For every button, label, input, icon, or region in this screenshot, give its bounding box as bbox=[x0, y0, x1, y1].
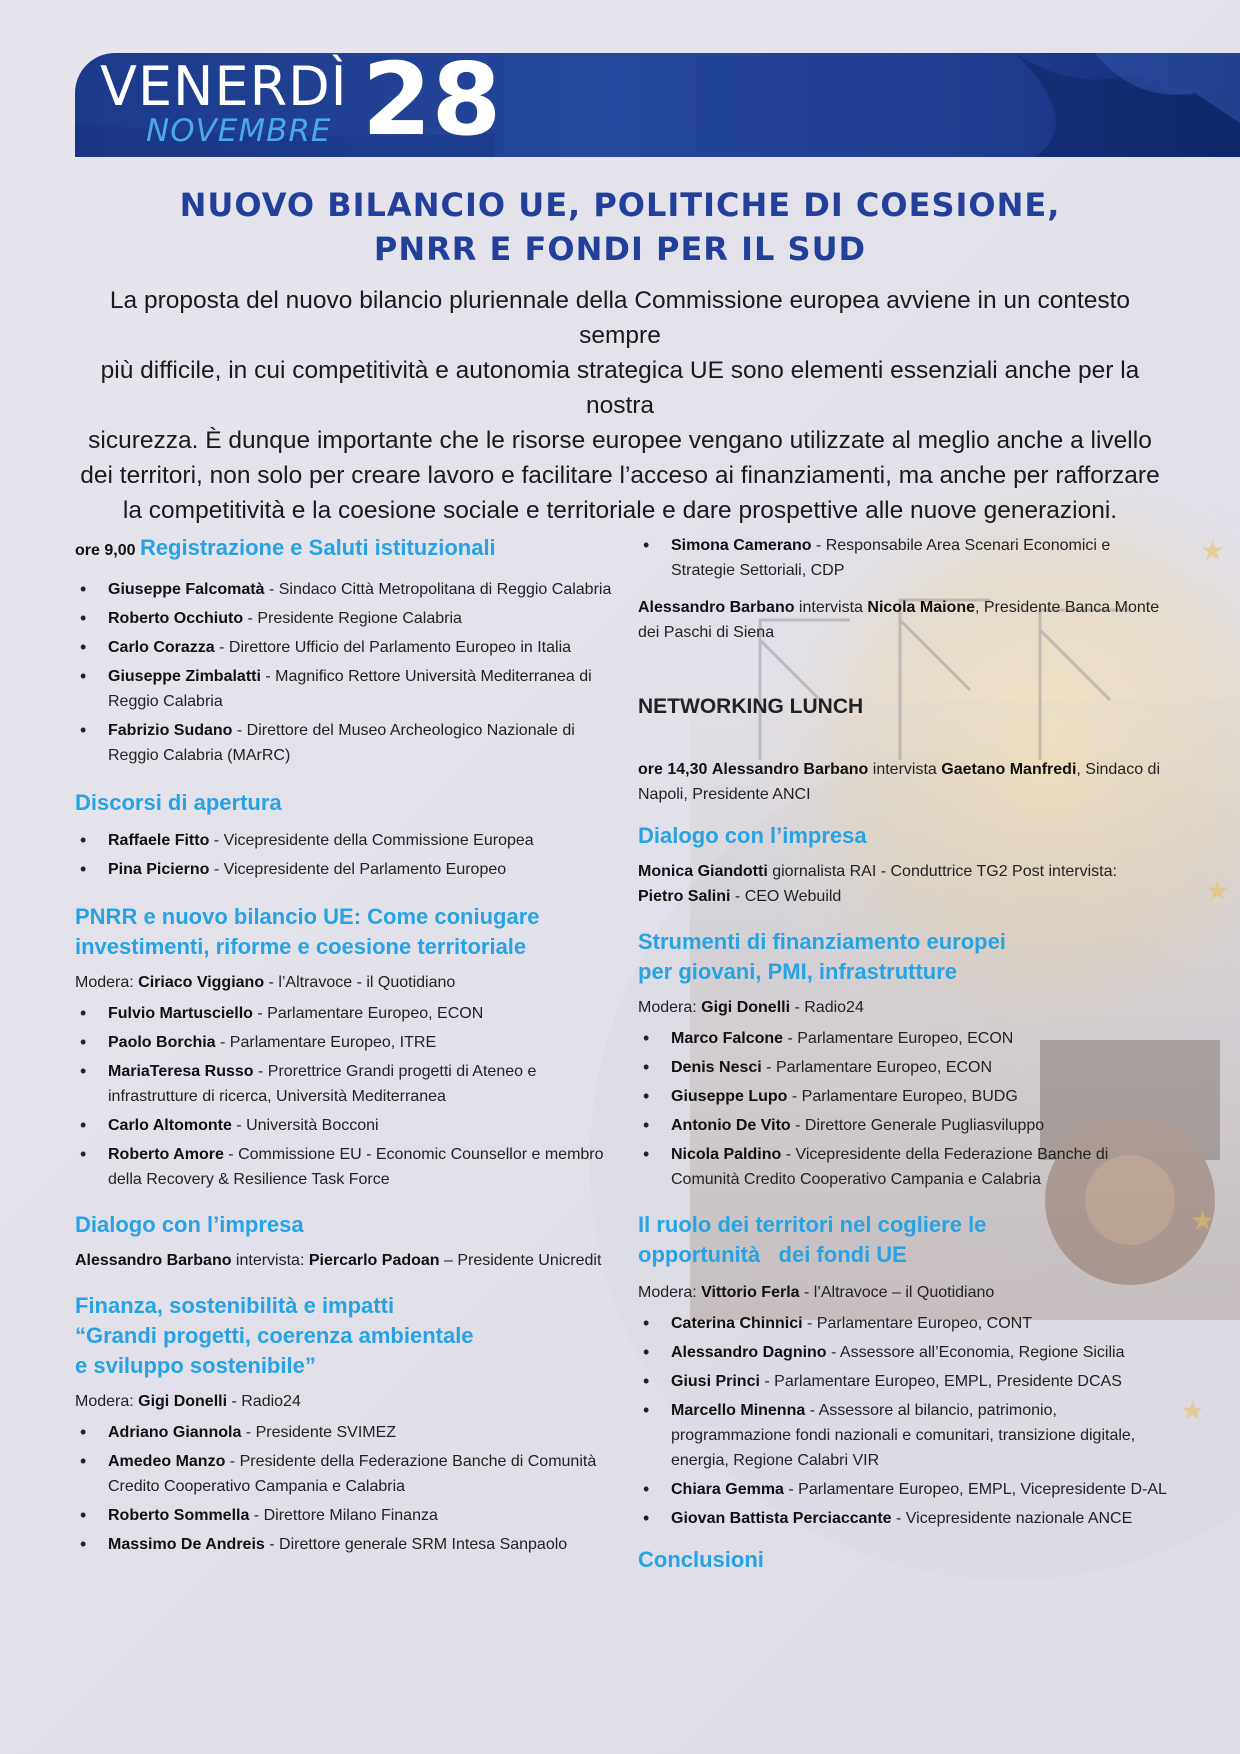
intro-line: la competitività e la coesione sociale e territoriale e dare prospettive alle nuove generazioni. bbox=[122, 497, 1118, 524]
session-heading-line: opportunità dei fondi UE bbox=[638, 1242, 907, 1267]
speaker-list bbox=[638, 533, 1178, 583]
speaker-item: • Carlo Corazza - Direttore Ufficio del Parlamento Europeo in Italia bbox=[75, 635, 615, 660]
session-heading-line: Il ruolo dei territori nel cogliere le bbox=[638, 1212, 987, 1237]
speaker-item: • Marcello Minenna - Assessore al bilancio, patrimonio, programmazione fondi nazionali e comunitari, transizione digitale, energia, Regione Calabri VIR bbox=[638, 1398, 1178, 1473]
speaker-list bbox=[75, 1001, 615, 1192]
session-time: ore 9,00 bbox=[75, 542, 136, 559]
session-heading bbox=[75, 902, 615, 962]
speaker-item: • Raffaele Fitto - Vicepresidente della Commissione Europea bbox=[75, 828, 615, 853]
session-heading-line: e sviluppo sostenibile” bbox=[75, 1353, 316, 1378]
session-heading: Discorsi di apertura bbox=[75, 790, 282, 815]
speaker-item: • Roberto Amore - Commissione EU - Economic Counsellor e membro della Recovery & Resilience Task Force bbox=[75, 1142, 615, 1192]
interview-line: Alessandro Barbano intervista Nicola Maione, Presidente Banca Monte dei Paschi di Siena bbox=[638, 599, 1160, 641]
speaker-item: • Simona Camerano - Responsabile Area Scenari Economici e Strategie Settoriali, CDP bbox=[638, 533, 1178, 583]
session-heading bbox=[638, 927, 1178, 987]
moderator-line: Modera: Gigi Donelli - Radio24 bbox=[75, 1393, 301, 1410]
title-line-1: NUOVO BILANCIO UE, POLITICHE DI COESIONE, bbox=[179, 186, 1061, 224]
speaker-item: • Paolo Borchia - Parlamentare Europeo, ITRE bbox=[75, 1030, 615, 1055]
speaker-item: • Fulvio Martusciello - Parlamentare Europeo, ECON bbox=[75, 1001, 615, 1026]
intro-line: più difficile, in cui competitività e autonomia strategica UE sono elementi essenziali anche per la nostra bbox=[100, 357, 1140, 419]
intro-line: dei territori, non solo per creare lavoro e facilitare l’acceso ai finanziamenti, ma anche per rafforzare bbox=[80, 462, 1160, 489]
speaker-list bbox=[75, 828, 615, 882]
intro-paragraph bbox=[70, 283, 1170, 528]
speaker-item: • Alessandro Dagnino - Assessore all’Economia, Regione Sicilia bbox=[638, 1340, 1178, 1365]
speaker-item: • Antonio De Vito - Direttore Generale Pugliasviluppo bbox=[638, 1113, 1178, 1138]
speaker-item: • Pina Picierno - Vicepresidente del Parlamento Europeo bbox=[75, 857, 615, 882]
speaker-item: • Fabrizio Sudano - Direttore del Museo Archeologico Nazionale di Reggio Calabria (MArRC) bbox=[75, 718, 615, 768]
moderator-line: Modera: Vittorio Ferla - l’Altravoce – il Quotidiano bbox=[638, 1284, 995, 1301]
session-heading-line: Finanza, sostenibilità e impatti bbox=[75, 1293, 395, 1318]
interview-line: Alessandro Barbano intervista: Piercarlo Padoan – Presidente Unicredit bbox=[75, 1252, 602, 1269]
svg-text:★: ★ bbox=[1205, 874, 1231, 907]
session-heading-line: investimenti, riforme e coesione territoriale bbox=[75, 934, 527, 959]
speaker-item: • Chiara Gemma - Parlamentare Europeo, EMPL, Vicepresidente D-AL bbox=[638, 1477, 1178, 1502]
speaker-item: • Giuseppe Falcomatà - Sindaco Città Metropolitana di Reggio Calabria bbox=[75, 577, 615, 602]
speaker-item: • MariaTeresa Russo - Prorettrice Grandi progetti di Ateneo e infrastrutture di ricerca, Università Mediterranea bbox=[75, 1059, 615, 1109]
speaker-item: • Roberto Occhiuto - Presidente Regione Calabria bbox=[75, 606, 615, 631]
speaker-list bbox=[75, 1420, 615, 1557]
speaker-list bbox=[638, 1026, 1178, 1192]
speaker-item: • Giuseppe Lupo - Parlamentare Europeo, BUDG bbox=[638, 1084, 1178, 1109]
session-heading: Dialogo con l’impresa bbox=[638, 823, 867, 848]
session-heading-line: Strumenti di finanziamento europei bbox=[638, 929, 1006, 954]
speaker-item: • Nicola Paldino - Vicepresidente della Federazione Banche di Comunità Credito Cooperativo Campania e Calabria bbox=[638, 1142, 1178, 1192]
svg-text:★: ★ bbox=[1200, 534, 1226, 567]
day-label: VENERDÌ bbox=[100, 55, 348, 118]
speaker-item: • Amedeo Manzo - Presidente della Federazione Banche di Comunità Credito Cooperativo Campania e Calabria bbox=[75, 1449, 615, 1499]
networking-lunch: NETWORKING LUNCH bbox=[638, 695, 864, 718]
speaker-item: • Adriano Giannola - Presidente SVIMEZ bbox=[75, 1420, 615, 1445]
session-heading bbox=[75, 1291, 615, 1381]
program-left-column bbox=[75, 533, 615, 1561]
speaker-item: • Roberto Sommella - Direttore Milano Finanza bbox=[75, 1503, 615, 1528]
speaker-item: • Massimo De Andreis - Direttore generale SRM Intesa Sanpaolo bbox=[75, 1532, 615, 1557]
speaker-item: • Denis Nesci - Parlamentare Europeo, ECON bbox=[638, 1055, 1178, 1080]
speaker-list bbox=[75, 577, 615, 768]
intro-line: sicurezza. È dunque importante che le risorse europee vengano utilizzate al meglio anche a livello bbox=[88, 427, 1152, 454]
session-registration bbox=[75, 533, 615, 573]
moderator-line: Modera: Ciriaco Viggiano - l’Altravoce - il Quotidiano bbox=[75, 974, 456, 991]
speaker-item: • Carlo Altomonte - Università Bocconi bbox=[75, 1113, 615, 1138]
session-heading-line: per giovani, PMI, infrastrutture bbox=[638, 959, 958, 984]
date-number: 28 bbox=[362, 41, 502, 158]
speaker-item: • Giovan Battista Perciaccante - Vicepresidente nazionale ANCE bbox=[638, 1506, 1178, 1531]
speaker-item: • Giusi Princi - Parlamentare Europeo, EMPL, Presidente DCAS bbox=[638, 1369, 1178, 1394]
session-heading: Registrazione e Saluti istituzionali bbox=[139, 535, 496, 560]
speaker-list bbox=[638, 1311, 1178, 1531]
conclusion-heading: Conclusioni bbox=[638, 1547, 764, 1572]
program-right-column bbox=[638, 533, 1178, 1575]
svg-text:★: ★ bbox=[1180, 1394, 1206, 1427]
speaker-item: • Giuseppe Zimbalatti - Magnifico Rettore Università Mediterranea di Reggio Calabria bbox=[75, 664, 615, 714]
page-title bbox=[0, 183, 1240, 271]
interview-line: ore 14,30 Alessandro Barbano intervista Gaetano Manfredi, Sindaco di Napoli, Presidente ANCI bbox=[638, 761, 1160, 803]
session-heading-line: “Grandi progetti, coerenza ambientale bbox=[75, 1323, 474, 1348]
speaker-item: • Caterina Chinnici - Parlamentare Europeo, CONT bbox=[638, 1311, 1178, 1336]
title-line-2: PNRR E FONDI PER IL SUD bbox=[373, 230, 867, 268]
month-label: NOVEMBRE bbox=[146, 113, 332, 149]
intro-line: La proposta del nuovo bilancio pluriennale della Commissione europea avviene in un contesto sempre bbox=[109, 287, 1131, 349]
session-heading: Dialogo con l’impresa bbox=[75, 1212, 304, 1237]
session-heading bbox=[638, 1210, 1178, 1270]
interview-line: Monica Giandotti giornalista RAI - Conduttrice TG2 Post intervista: Pietro Salini - CEO Webuild bbox=[638, 863, 1117, 905]
session-heading-line: PNRR e nuovo bilancio UE: Come coniugare bbox=[75, 904, 540, 929]
moderator-line: Modera: Gigi Donelli - Radio24 bbox=[638, 999, 864, 1016]
svg-text:★: ★ bbox=[1190, 1204, 1216, 1237]
speaker-item: • Marco Falcone - Parlamentare Europeo, ECON bbox=[638, 1026, 1178, 1051]
